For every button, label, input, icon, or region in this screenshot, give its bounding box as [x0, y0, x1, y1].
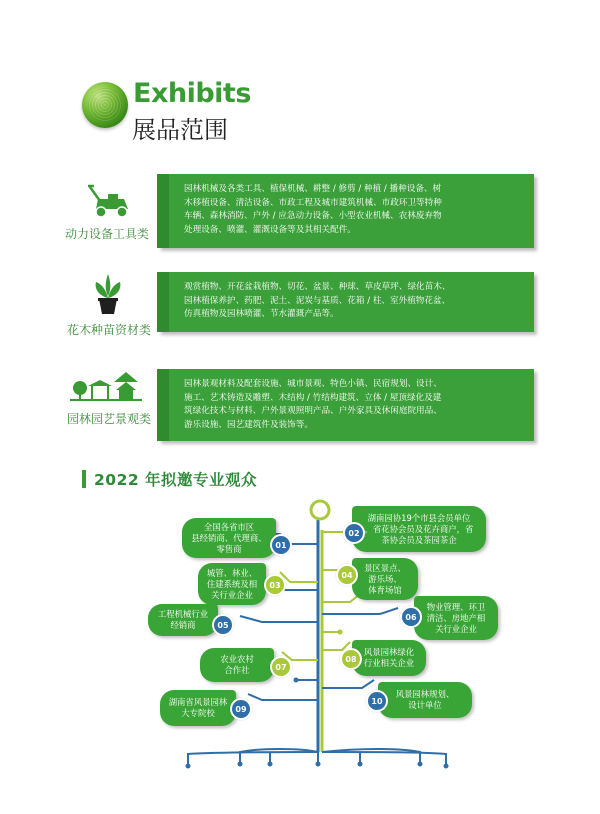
page-title-cn: 展品范围 — [132, 116, 228, 144]
description-line: 施工、艺术铸造及雕塑、木结构 / 竹结构建筑、立体 / 屋顶绿化及建 — [184, 392, 442, 403]
visitor-item-bubble: 景区景点、 游乐场、 体育场馆 — [352, 558, 418, 600]
visitor-item-number: 06 — [400, 606, 422, 628]
section-title-bar — [82, 470, 86, 488]
visitor-item-number: 07 — [270, 656, 292, 678]
description-line: 处理设备、喷灌、灌溉设备等及其相关配件。 — [184, 224, 356, 235]
category-description-box — [158, 369, 534, 441]
visitor-item-number: 05 — [212, 614, 234, 636]
visitor-item-number: 08 — [340, 648, 362, 670]
visitor-item-number: 10 — [366, 690, 388, 712]
visitor-item-number: 02 — [343, 522, 365, 544]
description-line: 园林机械及各类工具、植保机械、耕整 / 修剪 / 种植 / 播种设备、树 — [184, 184, 442, 194]
visitor-item-number: 04 — [336, 564, 358, 586]
category-label: 花木种苗资材类 — [67, 323, 152, 337]
visitor-item-bubble: 风景园林规划、 设计单位 — [378, 682, 472, 718]
visitor-item-bubble: 风景园林绿化 行业相关企业 — [352, 640, 426, 676]
page-title-en: Exhibits — [133, 78, 251, 109]
visitor-item-number: 01 — [270, 534, 292, 556]
category-label: 动力设备工具类 — [65, 227, 150, 241]
category-description-box — [158, 272, 534, 332]
description-line: 园林景观材料及配套设施、城市景观、特色小镇、民宿规划、设计、 — [184, 379, 442, 389]
garden-pavilion-icon — [70, 370, 142, 410]
lawn-mower-icon — [86, 183, 130, 225]
description-line: 观赏植物、开花盆栽植物、切花、盆景、种球、草皮草坪、绿化苗木、 — [184, 282, 451, 292]
visitor-item-bubble: 城管、林业、 住建系统及相 关行业企业 — [198, 563, 266, 605]
visitor-item-bubble: 全国各省市区 县经销商、代理商、 零售商 — [182, 518, 276, 558]
description-line: 车辆、森林消防、户外 / 应急动力设备、小型农业机械、农林废弃物 — [184, 211, 442, 222]
category-label: 园林园艺景观类 — [67, 412, 152, 426]
category-description-box — [158, 174, 534, 248]
visitor-item-bubble: 农业农村 合作社 — [200, 648, 274, 682]
description-line: 园林植保养护、药肥、泥土、泥炭与基质、花箱 / 柱、室外植物花盆、 — [184, 295, 451, 306]
description-line: 筑绿化技术与材料、户外景观照明产品、户外家具及休闲庭院用品、 — [184, 406, 442, 417]
description-line: 木移植设备、清洁设备、市政工程及城市建筑机械、市政环卫等特种 — [184, 197, 442, 208]
visitor-item-bubble: 湖南省风景园林 大专院校 — [160, 690, 236, 726]
section-title: 2022 年拟邀专业观众 — [94, 471, 258, 489]
visitor-item-number: 03 — [264, 574, 286, 596]
description-line: 仿真植物及园林喷灌、节水灌溉产品等。 — [184, 309, 339, 320]
visitor-item-bubble: 湖南园协19个市县会员单位 ，省花协会员及花卉商户，省 茶协会员及茶园茶企 — [352, 506, 486, 552]
visitor-item-bubble: 工程机械行业 经销商 — [148, 604, 218, 636]
visitor-item-bubble: 物业管理、环卫 清洁、房地产相 关行业企业 — [414, 596, 498, 640]
description-line: 游乐设施、园艺建筑件及装饰等。 — [184, 419, 313, 430]
visitor-tree-diagram — [0, 490, 600, 810]
visitor-item-number: 09 — [230, 698, 252, 720]
potted-plant-icon — [90, 272, 126, 320]
grass-ball-logo — [82, 82, 128, 128]
